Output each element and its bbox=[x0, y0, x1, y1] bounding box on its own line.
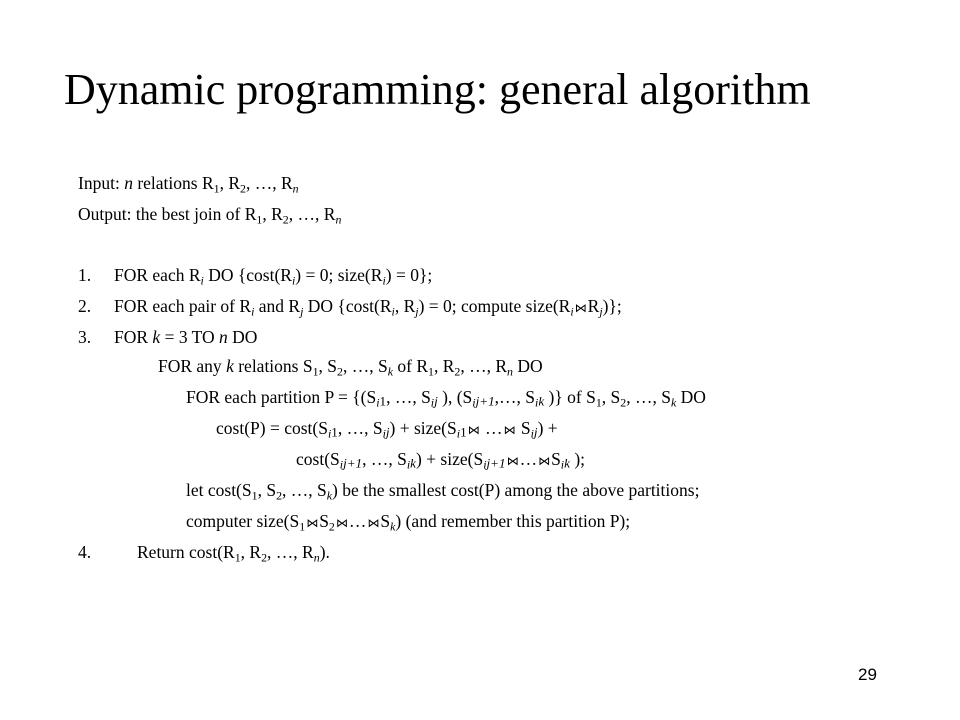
step-text: FOR each pair of $R_i$ and $R_j$ DO {$\cos t(R_i$, $R_j) = 0$; compute $size(R_i⋈R_j)$}; bbox=[114, 296, 622, 319]
step-number: 2. bbox=[78, 296, 92, 316]
subscript: 2 bbox=[282, 212, 289, 227]
join-icon: ⋈ bbox=[538, 454, 551, 468]
step-text: FOR k = 3 TO n DO bbox=[114, 327, 258, 347]
input-sep: , R bbox=[219, 173, 241, 193]
join-icon: ⋈ bbox=[306, 516, 319, 530]
join-icon: ⋈ bbox=[503, 423, 516, 437]
step-number: 1. bbox=[78, 265, 92, 285]
join-icon: ⋈ bbox=[467, 423, 480, 437]
cost-line-2: $\cos t(S_{ij+1}$, …, $S_{ik}$) + $size(S_{ij+1}⋈\dots⋈S_{ik}$ ); bbox=[296, 449, 586, 472]
join-icon: ⋈ bbox=[506, 454, 519, 468]
output-line bbox=[78, 203, 341, 225]
subscript: 1 bbox=[213, 181, 220, 196]
step-number: 3. bbox=[78, 327, 92, 347]
step-3-inner-loop-1: FOR any k relations $S_1$, $S_2$, …, $S_k$ of $R_1$, $R_2$, …, $R_n$ DO bbox=[158, 356, 543, 379]
join-icon: ⋈ bbox=[367, 516, 380, 530]
join-icon: ⋈ bbox=[574, 301, 587, 315]
subscript: 2 bbox=[240, 181, 246, 196]
output-text: Output: the best join of R bbox=[78, 204, 257, 224]
output-sep: , R bbox=[262, 204, 283, 224]
input-label: Input: bbox=[78, 173, 120, 193]
cost-line-1: $\cos t(P) = \cos t(S_{i1}$, …, $S_{ij}$) + $size(S_{i1}⋈$ …⋈ $S_{ij}$) + bbox=[216, 418, 558, 441]
input-text: relations R bbox=[137, 173, 214, 193]
step-text: FOR each $R_i$ DO {$\cos t(R_i) = 0$; $size(R_i) = 0$}; bbox=[114, 265, 433, 288]
let-cost-line: let $\cos t(S_1$, $S_2$, …, $S_k$) be the smallest cost(P) among the above partitions; bbox=[186, 480, 700, 503]
step-text: Return $\cos t(R_1$, $R_2$, …, $R_n$). bbox=[137, 542, 330, 565]
input-tail: , …, R bbox=[245, 173, 293, 193]
input-line bbox=[78, 172, 299, 194]
subscript: n bbox=[335, 212, 342, 227]
step-3-inner-loop-2: FOR each partition $P = \{(S_{i1}$, …, $S_{ij}$ ), ($S_{ij+1},\dots$, $S_{ik}$ )} of $S_1$, $S_2$, …, $S_k$ DO bbox=[186, 387, 706, 410]
input-var-n: n bbox=[124, 173, 133, 193]
subscript: 1 bbox=[256, 212, 263, 227]
step-number: 4. bbox=[78, 542, 92, 562]
join-icon: ⋈ bbox=[335, 516, 348, 530]
output-tail: , …, R bbox=[288, 204, 336, 224]
subscript: n bbox=[292, 181, 299, 196]
compute-size-line: computer $size(S_1⋈S_2⋈\dots⋈S_k)$ (and remember this partition P); bbox=[186, 511, 631, 534]
page-number: 29 bbox=[858, 665, 877, 684]
slide-title: Dynamic programming: general algorithm bbox=[64, 65, 811, 114]
